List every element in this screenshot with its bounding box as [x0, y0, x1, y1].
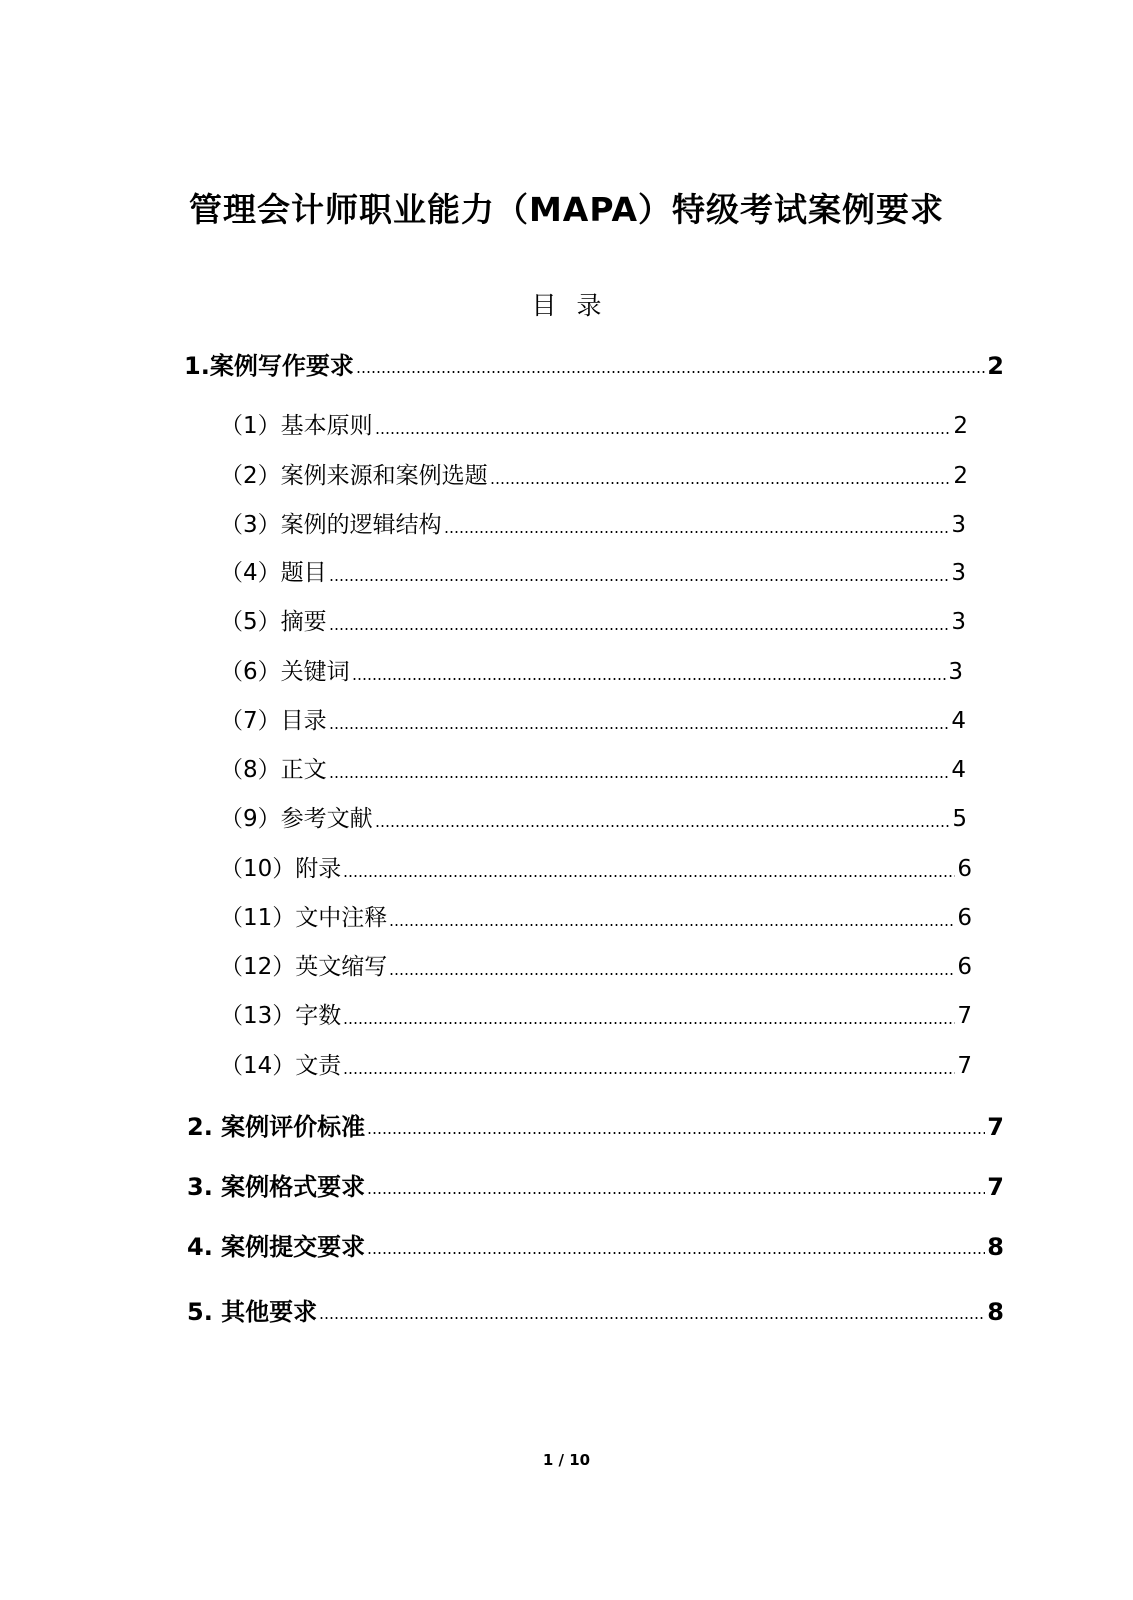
toc-entry-1-5[interactable]	[220, 607, 966, 637]
toc-dot-leader	[356, 370, 985, 374]
toc-entry-page: 5	[952, 806, 967, 832]
toc-entry-5[interactable]	[187, 1296, 1004, 1328]
toc-entry-label: （9）参考文献	[220, 806, 373, 832]
toc-entry-page: 2	[987, 352, 1004, 380]
toc-entry-1-4[interactable]	[220, 558, 966, 588]
toc-dot-leader	[343, 1021, 955, 1025]
toc-dot-leader	[367, 1191, 985, 1195]
toc-entry-page: 4	[951, 757, 966, 783]
toc-entry-label: （1）基本原则	[220, 413, 373, 439]
toc-dot-leader	[329, 627, 950, 631]
page-number-footer: 1 / 10	[542, 1451, 591, 1469]
toc-entry-page: 3	[951, 560, 966, 586]
toc-dot-leader	[389, 972, 955, 976]
toc-entry-page: 6	[957, 954, 972, 980]
toc-entry-label: 5. 其他要求	[187, 1298, 318, 1326]
toc-entry-page: 7	[957, 1003, 972, 1029]
toc-entry-1-13[interactable]	[220, 1001, 972, 1031]
toc-dot-leader	[490, 481, 952, 485]
toc-entry-1-7[interactable]	[220, 706, 966, 736]
toc-entry-1[interactable]	[184, 350, 1004, 382]
toc-entry-label: （14）文责	[220, 1053, 342, 1079]
toc-entry-label: 2. 案例评价标准	[187, 1113, 366, 1141]
toc-entry-label: （6）关键词	[220, 659, 350, 685]
toc-entry-page: 3	[951, 609, 966, 635]
toc-entry-label: （3）案例的逻辑结构	[220, 512, 442, 538]
toc-entry-page: 8	[987, 1298, 1004, 1326]
toc-entry-page: 3	[951, 512, 966, 538]
toc-entry-1-1[interactable]	[220, 411, 968, 441]
toc-entry-1-3[interactable]	[220, 510, 966, 540]
toc-entry-label: （12）英文缩写	[220, 954, 388, 980]
toc-entry-page: 2	[953, 413, 968, 439]
toc-entry-1-11[interactable]	[220, 903, 972, 933]
toc-entry-2[interactable]	[187, 1111, 1004, 1143]
toc-entry-4[interactable]	[187, 1231, 1004, 1263]
toc-entry-label: 4. 案例提交要求	[187, 1233, 366, 1261]
toc-dot-leader	[329, 726, 950, 730]
toc-entry-page: 2	[953, 463, 968, 489]
toc-entry-1-2[interactable]	[220, 461, 968, 491]
toc-dot-leader	[343, 874, 955, 878]
toc-dot-leader	[367, 1251, 985, 1255]
toc-entry-page: 7	[987, 1113, 1004, 1141]
toc-dot-leader	[375, 824, 951, 828]
toc-dot-leader	[329, 578, 950, 582]
toc-dot-leader	[329, 775, 950, 779]
toc-entry-1-8[interactable]	[220, 755, 966, 785]
toc-dot-leader	[319, 1316, 985, 1320]
toc-entry-label: （2）案例来源和案例选题	[220, 463, 488, 489]
toc-entry-label: （8）正文	[220, 757, 327, 783]
toc-dot-leader	[389, 923, 955, 927]
toc-dot-leader	[444, 530, 950, 534]
toc-entry-page: 6	[957, 905, 972, 931]
toc-entry-label: 3. 案例格式要求	[187, 1173, 366, 1201]
toc-entry-1-9[interactable]	[220, 804, 967, 834]
toc-dot-leader	[352, 677, 947, 681]
toc-entry-3[interactable]	[187, 1171, 1004, 1203]
toc-entry-page: 4	[951, 708, 966, 734]
toc-entry-page: 7	[987, 1173, 1004, 1201]
toc-dot-leader	[343, 1071, 955, 1075]
toc-entry-label: （10）附录	[220, 856, 342, 882]
toc-entry-label: （11）文中注释	[220, 905, 388, 931]
toc-dot-leader	[375, 431, 952, 435]
toc-entry-label: （5）摘要	[220, 609, 327, 635]
toc-entry-page: 8	[987, 1233, 1004, 1261]
toc-entry-label: 1.案例写作要求	[184, 352, 354, 380]
toc-entry-label: （4）题目	[220, 560, 327, 586]
toc-entry-1-12[interactable]	[220, 952, 972, 982]
document-title: 管理会计师职业能力（MAPA）特级考试案例要求	[188, 190, 945, 229]
toc-entry-1-6[interactable]	[220, 657, 963, 687]
toc-dot-leader	[367, 1131, 985, 1135]
toc-entry-page: 7	[957, 1053, 972, 1079]
toc-entry-1-10[interactable]	[220, 854, 972, 884]
toc-heading: 目录	[531, 291, 622, 320]
toc-entry-label: （13）字数	[220, 1003, 342, 1029]
toc-entry-label: （7）目录	[220, 708, 327, 734]
toc-entry-page: 3	[948, 659, 963, 685]
toc-entry-page: 6	[957, 856, 972, 882]
toc-entry-1-14[interactable]	[220, 1051, 972, 1081]
